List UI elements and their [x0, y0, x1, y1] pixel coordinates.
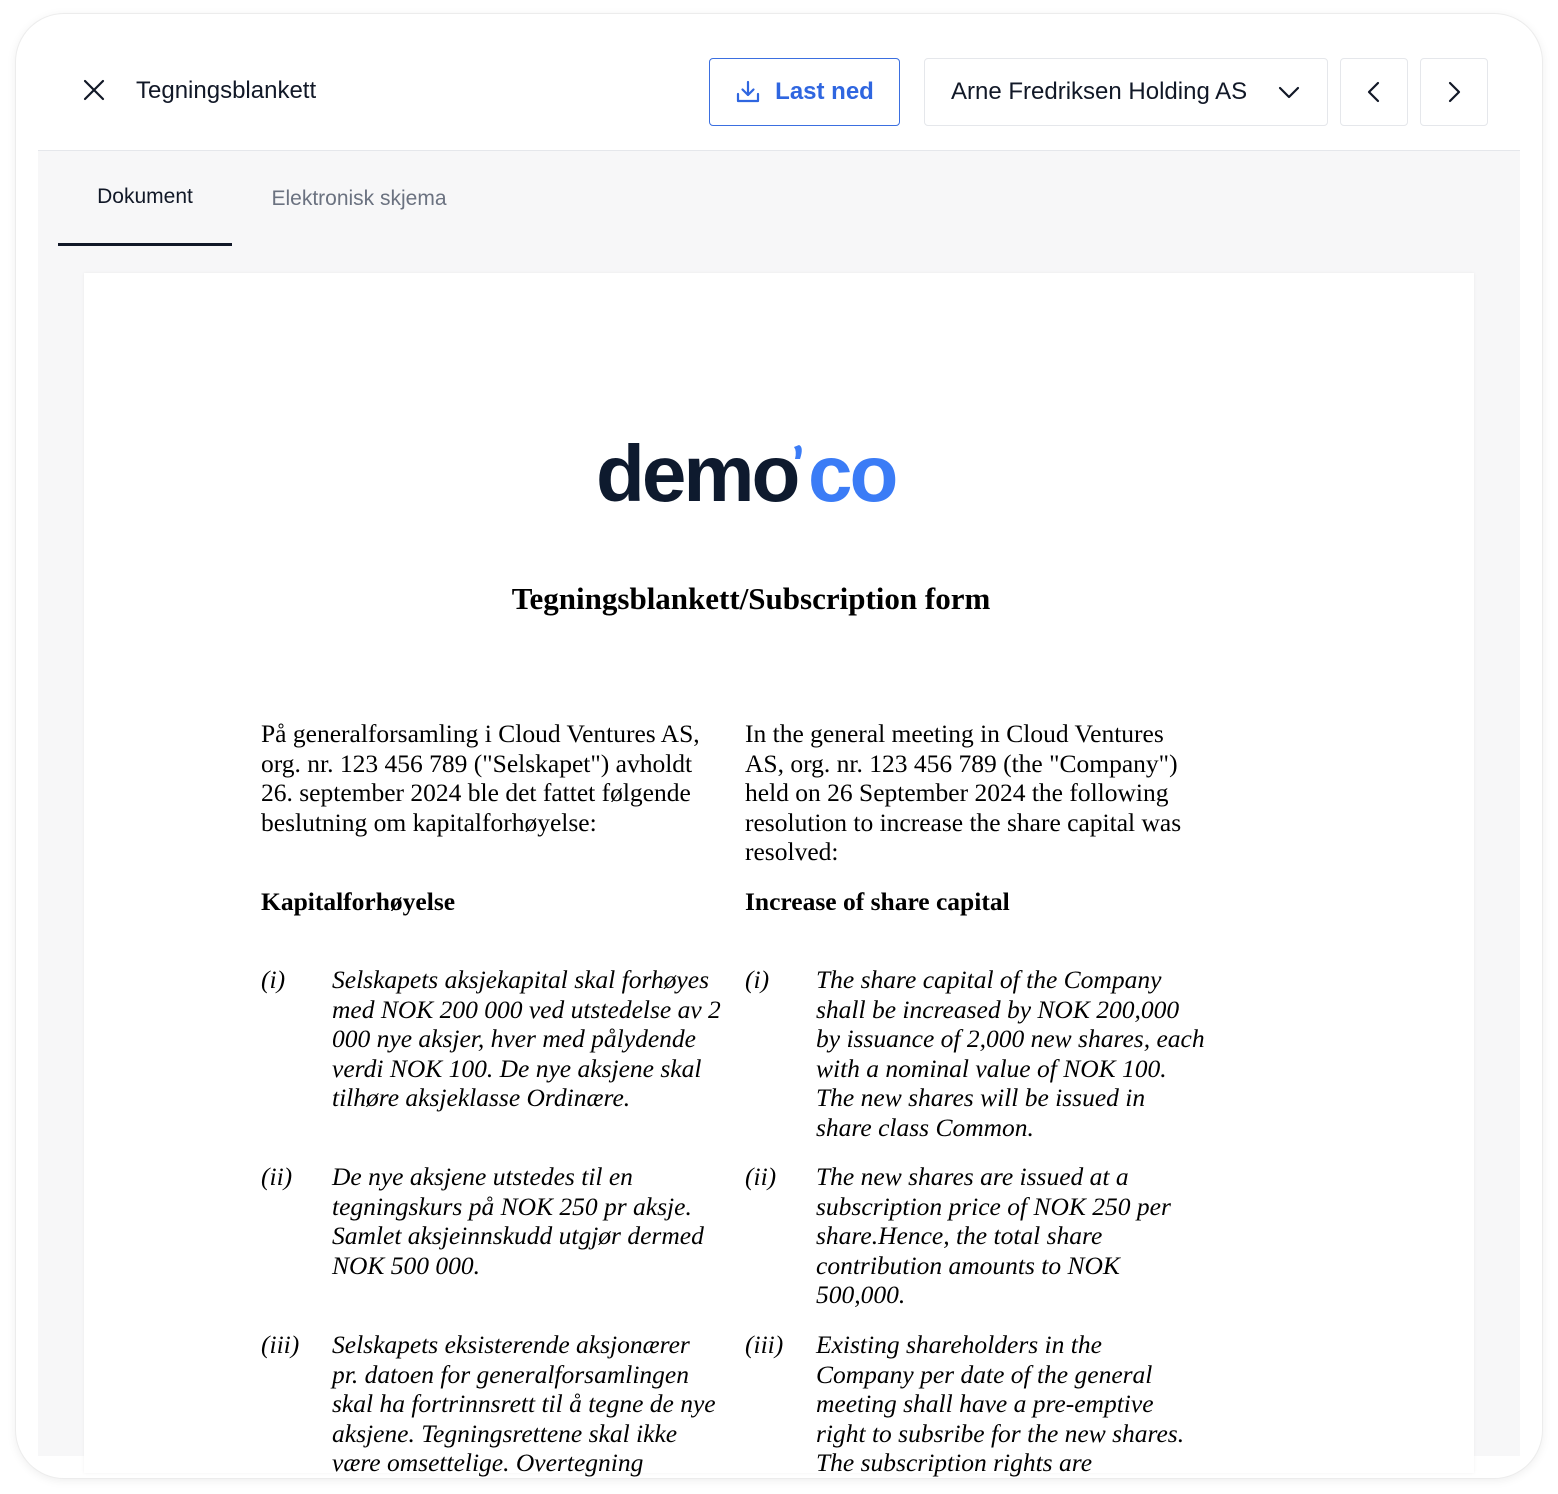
item-text: Selskapets eksisterende aksjonærer pr. datoen for generalforsamlingen skal ha fortrinnsrett til å tegne de nye aksjene. Tegningsrettene skal ikke være omsettelige. Overtegning [332, 1330, 716, 1478]
holder-select[interactable] [924, 58, 1328, 126]
close-button[interactable] [76, 72, 112, 108]
chevron-right-icon [1442, 80, 1466, 104]
modal-header [38, 14, 1520, 151]
item-number: (ii) [745, 1162, 777, 1191]
item-number: (iii) [745, 1330, 784, 1359]
item-text: The new shares are issued at a subscription price of NOK 250 per share.Hence, the total share contribution amounts to NOK 500,000. [816, 1162, 1171, 1310]
document-title: Tegningsblankett/Subscription form [511, 581, 991, 616]
chevron-left-icon [1362, 80, 1386, 104]
company-logo [596, 441, 926, 511]
previous-button[interactable] [1340, 58, 1408, 126]
download-icon [735, 79, 761, 105]
modal-content [38, 151, 1520, 1478]
section-heading-no: Kapitalforhøyelse [261, 887, 456, 916]
close-icon [82, 78, 106, 102]
item-text: De nye aksjene utstedes til en tegningskurs på NOK 250 pr aksje. Samlet aksjeinnskudd utgjør dermed NOK 500 000. [332, 1162, 704, 1280]
download-label: Last ned [775, 78, 874, 105]
document-viewer-modal [16, 14, 1542, 1478]
svg-text:demo: demo [596, 441, 798, 511]
next-button[interactable] [1420, 58, 1488, 126]
chevron-down-icon [1277, 80, 1301, 104]
document-page [84, 273, 1474, 1478]
item-number: (ii) [261, 1162, 293, 1191]
download-button[interactable] [709, 58, 900, 126]
svg-text:co: co [808, 441, 896, 511]
modal-title: Tegningsblankett [136, 77, 317, 104]
section-heading-en: Increase of share capital [745, 887, 1010, 916]
holder-select-value: Arne Fredriksen Holding AS [951, 78, 1248, 105]
item-number: (iii) [261, 1330, 300, 1359]
item-text: The share capital of the Company shall be increased by NOK 200,000 by issuance of 2,000 new shares, each with a nominal value of NOK 100. The new shares will be issued in share class Common. [816, 965, 1205, 1142]
item-text: Existing shareholders in the Company per date of the general meeting shall have a pre-emptive right to subsribe for the new shares. The subscription rights are [816, 1330, 1185, 1478]
item-number: (i) [745, 965, 770, 994]
item-text: Selskapets aksjekapital skal forhøyes med NOK 200 000 ved utstedelse av 2 000 nye aksjer, hver med pålydende verdi NOK 100. De nye aksjene skal tilhøre aksjeklasse Ordinære. [332, 965, 721, 1113]
intro-paragraph-en: In the general meeting in Cloud Ventures AS, org. nr. 123 456 789 (the "Company") held on 26 September 2024 the following resolution to increase the share capital was resolved: [745, 719, 1182, 867]
tab-dokument[interactable]: Dokument [58, 151, 232, 246]
intro-paragraph-no: På generalforsamling i Cloud Ventures AS, org. nr. 123 456 789 ("Selskapet") avholdt 26. september 2024 ble det fattet følgende beslutning om kapitalforhøyelse: [261, 719, 700, 837]
item-number: (i) [261, 965, 286, 994]
tab-elektronisk-skjema[interactable]: Elektronisk skjema [271, 186, 447, 210]
